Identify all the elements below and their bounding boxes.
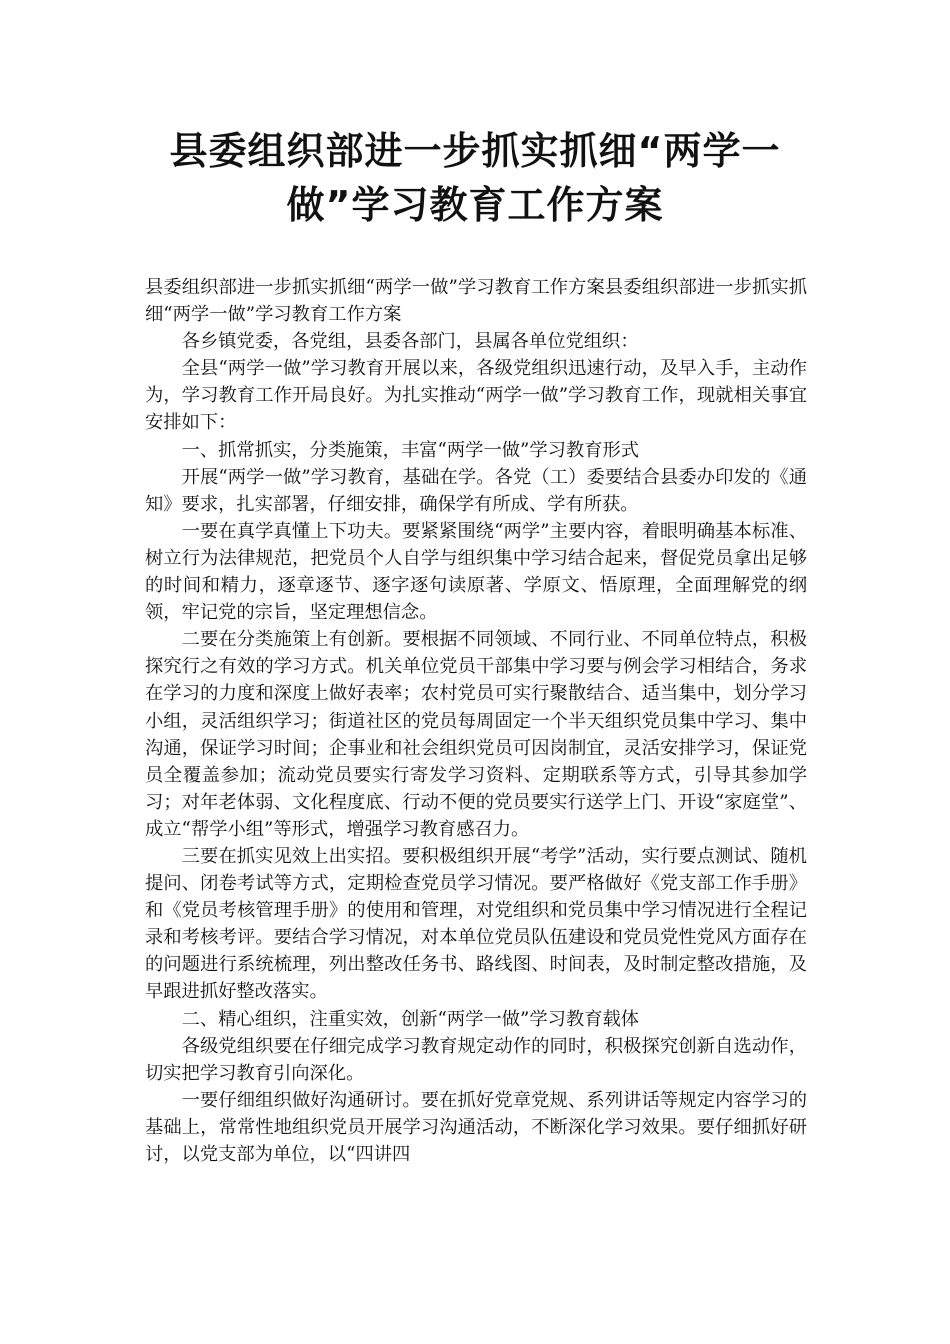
document-title bbox=[120, 124, 830, 232]
title-line-2: 做”学习教育工作方案 bbox=[286, 183, 664, 227]
section-heading-2: 二、精心组织，注重实效，创新“两学一做”学习教育载体 bbox=[181, 1008, 640, 1030]
paragraph-salutation: 各乡镇党委，各党组，县委各部门，县属各单位党组织： bbox=[181, 331, 639, 353]
title-line-1: 县委组织部进一步抓实抓细“两学一 bbox=[169, 129, 781, 173]
paragraph-intro: 全县“两学一做”学习教育开展以来，各级党组织迅速行动，及早入手，主动作为，学习教育工作开局良好。为扎实推动“两学一做”学习教育工作，现就相关事宜安排如下： bbox=[145, 358, 807, 434]
section-heading-1: 一、抓常抓实，分类施策，丰富“两学一做”学习教育形式 bbox=[181, 439, 640, 461]
document-body bbox=[145, 274, 807, 1168]
paragraph-section2-point-1: 一要仔细组织做好沟通研讨。要在抓好党章党规、系列讲话等规定内容学习的基础上，常常性地组织党员开展学习沟通活动，不断深化学习效果。要仔细抓好研讨，以党支部为单位，以“四讲四 bbox=[145, 1089, 807, 1165]
paragraph-section1-intro: 开展“两学一做”学习教育，基础在学。各党（工）委要结合县委办印发的《通知》要求，扎实部署，仔细安排，确保学有所成、学有所获。 bbox=[145, 466, 807, 515]
paragraph-point-3: 三要在抓实见效上出实招。要积极组织开展“考学”活动，实行要点测试、随机提问、闭卷考试等方式，定期检查党员学习情况。要严格做好《党支部工作手册》和《党员考核管理手册》的使用和管理，对党组织和党员集中学习情况进行全程记录和考核考评。要结合学习情况，对本单位党员队伍建设和党员党性党风方面存在的问题进行系统梳理，列出整改任务书、路线图、时间表，及时制定整改措施，及早跟进抓好整改落实。 bbox=[145, 845, 807, 1003]
paragraph-section2-intro: 各级党组织要在仔细完成学习教育规定动作的同时，积极探究创新自选动作，切实把学习教育引向深化。 bbox=[145, 1035, 807, 1084]
paragraph-point-1: 一要在真学真懂上下功夫。要紧紧围绕“两学”主要内容，着眼明确基本标准、树立行为法律规范，把党员个人自学与组织集中学习结合起来，督促党员拿出足够的时间和精力，逐章逐节、逐字逐句读原著、学原文、悟原理，全面理解党的纲领，牢记党的宗旨，坚定理想信念。 bbox=[145, 520, 807, 624]
paragraph-heading-repeat: 县委组织部进一步抓实抓细“两学一做”学习教育工作方案县委组织部进一步抓实抓细“两学一做”学习教育工作方案 bbox=[145, 277, 807, 326]
paragraph-point-2: 二要在分类施策上有创新。要根据不同领域、不同行业、不同单位特点，积极探究行之有效的学习方式。机关单位党员干部集中学习要与例会学习相结合，务求在学习的力度和深度上做好表率；农村党员可实行聚散结合、适当集中，划分学习小组，灵活组织学习；街道社区的党员每周固定一个半天组织党员集中学习、集中沟通，保证学习时间；企事业和社会组织党员可因岗制宜，灵活安排学习，保证党员全覆盖参加；流动党员要实行寄发学习资料、定期联系等方式，引导其参加学习；对年老体弱、文化程度底、行动不便的党员要实行送学上门、开设“家庭堂”、成立“帮学小组”等形式，增强学习教育感召力。 bbox=[145, 629, 807, 840]
